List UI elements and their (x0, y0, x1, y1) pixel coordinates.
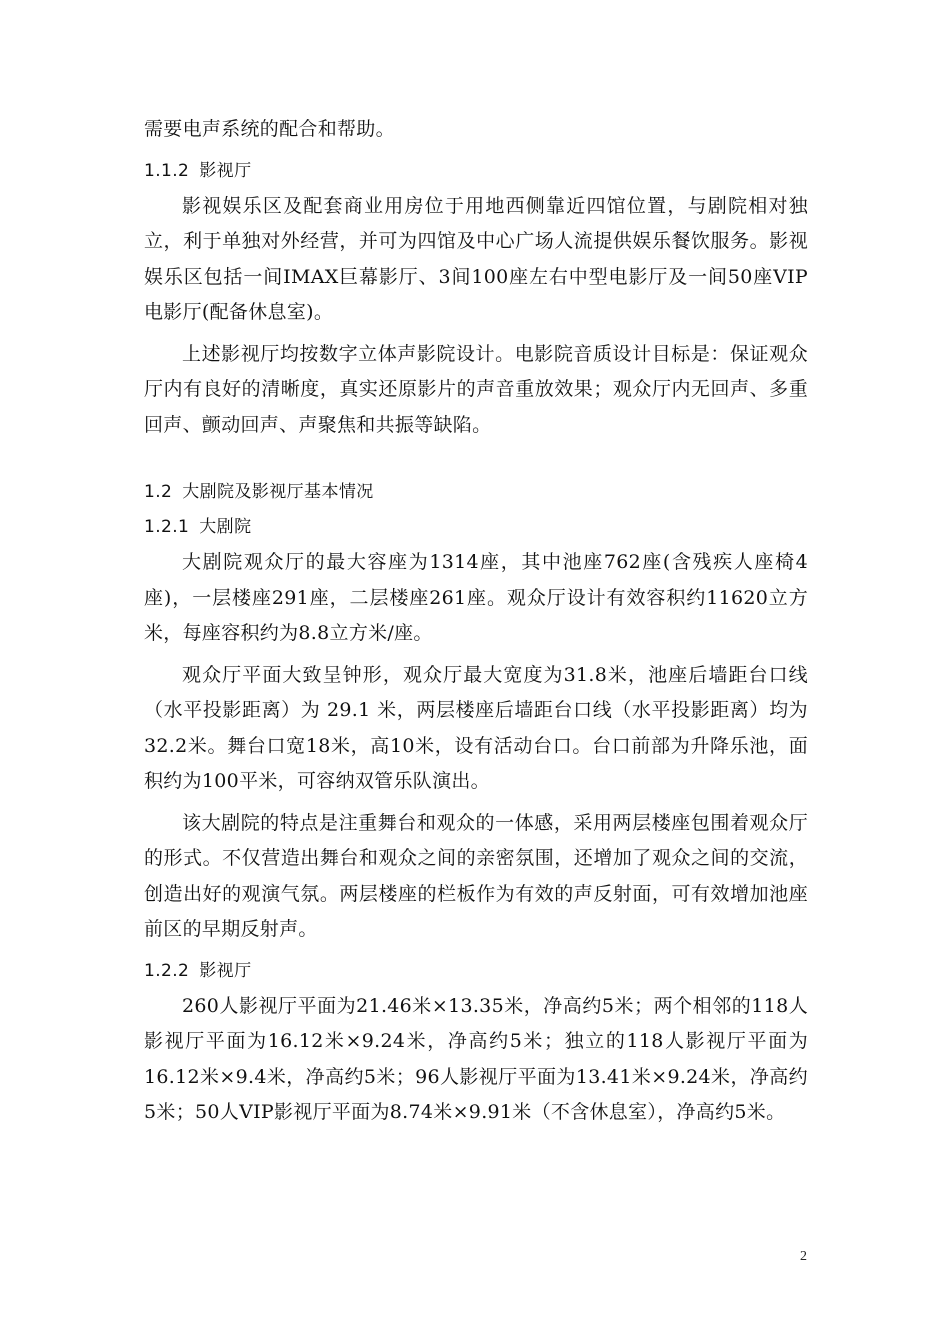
heading-1-2-2 (144, 954, 808, 989)
page-content (144, 112, 808, 1131)
page-number: 2 (800, 1249, 807, 1264)
heading-1-2-1 (144, 510, 808, 545)
heading-1-2 (144, 475, 808, 510)
heading-number: 1.2.2 (144, 960, 190, 981)
heading-title: 大剧院 (199, 517, 252, 537)
heading-title: 大剧院及影视厅基本情况 (182, 482, 374, 502)
paragraph-cinema-dimensions: 260人影视厅平面为21.46米×13.35米，净高约5米；两个相邻的118人影视厅平面为16.12米×9.24米，净高约5米；独立的118人影视厅平面为16.12米×9.4米，净高约5米；96人影视厅平面为13.41米×9.24米，净高约5米；50人VIP影视厅平面为8.74米×9.91米（不含休息室），净高约5米。 (144, 994, 808, 1123)
heading-1-1-2 (144, 154, 808, 189)
heading-number: 1.1.2 (144, 160, 190, 181)
paragraph-features: 该大剧院的特点是注重舞台和观众的一体感，采用两层楼座包围着观众厅的形式。不仅营造出舞台和观众之间的亲密氛围，还增加了观众之间的交流，创造出好的观演气氛。两层楼座的栏板作为有效的声反射面，可有效增加池座前区的早期反射声。 (144, 811, 808, 940)
paragraph-acoustic-goal: 上述影视厅均按数字立体声影院设计。电影院音质设计目标是：保证观众厅内有良好的清晰度，真实还原影片的声音重放效果；观众厅内无回声、多重回声、颤动回声、声聚焦和共振等缺陷。 (144, 342, 808, 436)
paragraph-entertainment-area: 影视娱乐区及配套商业用房位于用地西侧靠近四馆位置，与剧院相对独立，利于单独对外经营，并可为四馆及中心广场人流提供娱乐餐饮服务。影视娱乐区包括一间IMAX巨幕影厅、3间100座左右中型电影厅及一间50座VIP电影厅(配备休息室)。 (144, 194, 808, 323)
paragraph-hall-shape: 观众厅平面大致呈钟形，观众厅最大宽度为31.8米，池座后墙距台口线（水平投影距离）为 29.1 米，两层楼座后墙距台口线（水平投影距离）均为 32.2米。舞台口宽18米，高10米，设有活动台口。台口前部为升降乐池，面积约为100平米，可容纳双管乐队演出。 (144, 663, 808, 792)
heading-title: 影视厅 (199, 960, 252, 981)
heading-title: 影视厅 (199, 160, 252, 181)
paragraph-continued: 需要电声系统的配合和帮助。 (144, 118, 395, 140)
paragraph-seating: 大剧院观众厅的最大容座为1314座，其中池座762座(含残疾人座椅4座)，一层楼座291座，二层楼座261座。观众厅设计有效容积约11620立方米，每座容积约为8.8立方米/座。 (144, 551, 808, 644)
heading-number: 1.2 (144, 482, 173, 502)
heading-number: 1.2.1 (144, 517, 190, 537)
